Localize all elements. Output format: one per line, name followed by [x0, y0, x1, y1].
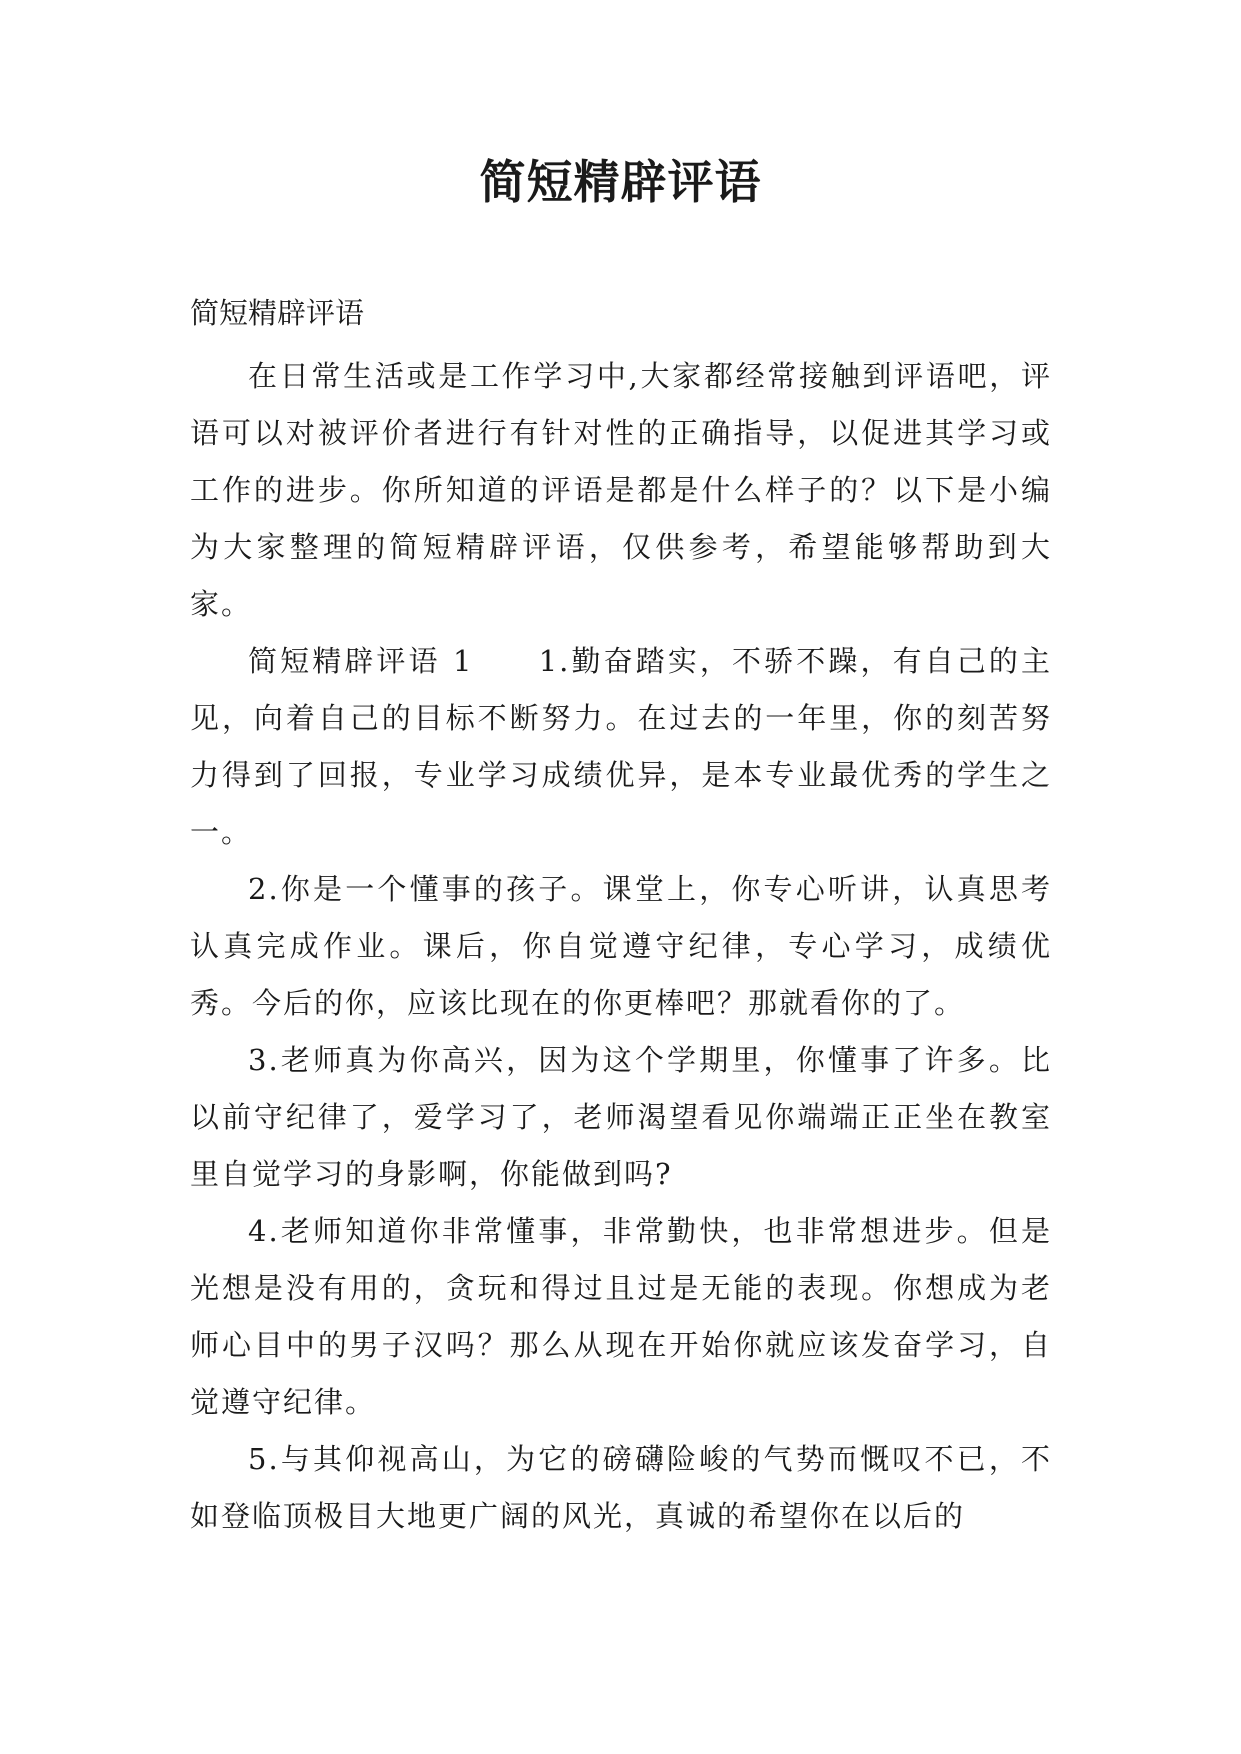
document-title: 简短精辟评语 — [479, 155, 762, 209]
document-body — [190, 286, 1052, 1545]
paragraph: 4.老师知道你非常懂事，非常勤快，也非常想进步。但是光想是没有用的，贪玩和得过且过是无能的表现。你想成为老师心目中的男子汉吗？那么从现在开始你就应该发奋学习，自觉遵守纪律。 — [190, 1214, 1052, 1419]
paragraph: 3.老师真为你高兴，因为这个学期里，你懂事了许多。比以前守纪律了，爱学习了，老师渴望看见你端端正正坐在教室里自觉学习的身影啊，你能做到吗? — [190, 1043, 1052, 1191]
paragraph: 简短精辟评语 1 1.勤奋踏实，不骄不躁，有自己的主见，向着自己的目标不断努力。在过去的一年里，你的刻苦努力得到了回报，专业学习成绩优异，是本专业最优秀的学生之一。 — [190, 644, 1052, 849]
document-subtitle: 简短精辟评语 — [190, 296, 365, 330]
paragraph: 在日常生活或是工作学习中,大家都经常接触到评语吧，评语可以对被评价者进行有针对性的正确指导，以促进其学习或工作的进步。你所知道的评语是都是什么样子的？以下是小编为大家整理的简短精辟评语，仅供参考，希望能够帮助到大家。 — [190, 359, 1052, 621]
paragraph: 5.与其仰视高山，为它的磅礴险峻的气势而慨叹不已，不如登临顶极目大地更广阔的风光，真诚的希望你在以后的 — [190, 1442, 1052, 1533]
paragraph: 2.你是一个懂事的孩子。课堂上，你专心听讲，认真思考认真完成作业。课后，你自觉遵守纪律，专心学习，成绩优秀。今后的你，应该比现在的你更棒吧？那就看你的了。 — [190, 872, 1052, 1020]
